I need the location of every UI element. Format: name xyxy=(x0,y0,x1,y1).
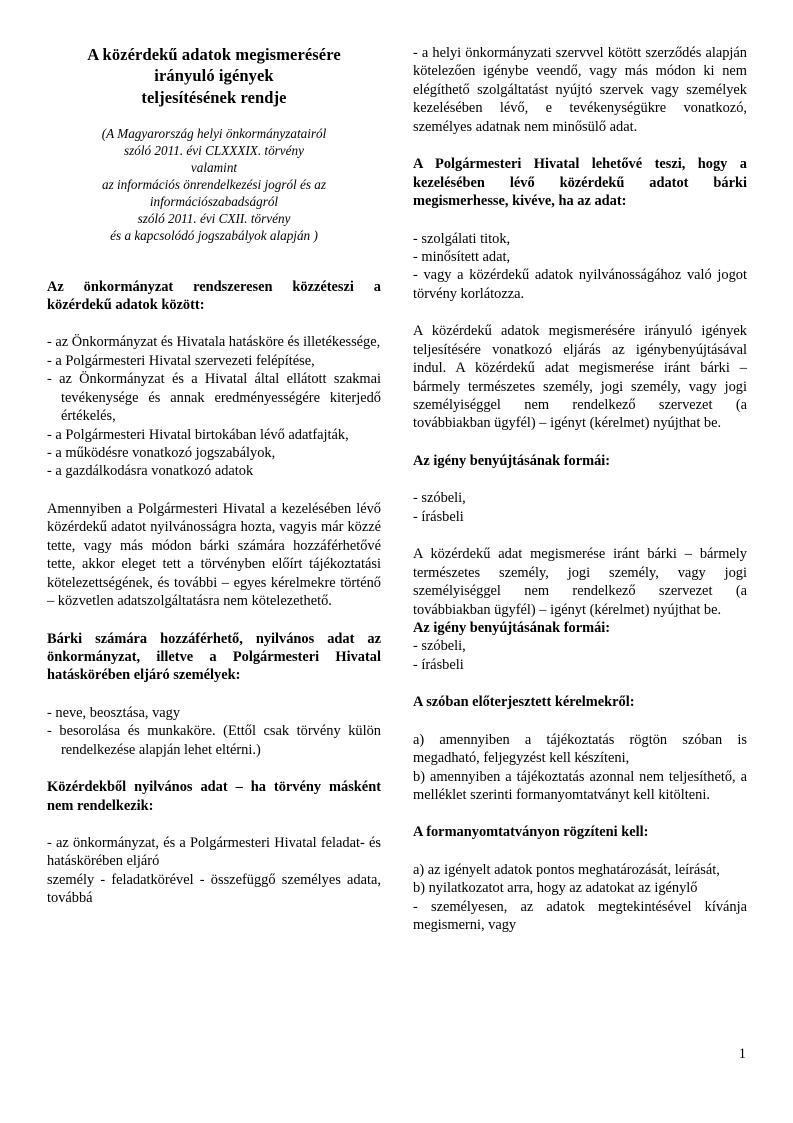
list-item: - vagy a közérdekű adatok nyilvánosságához való jogot törvény korlátozza. xyxy=(413,267,747,302)
subtitle-line-1: (A Magyarország helyi önkormányzatairól xyxy=(101,126,327,142)
list-item: b) amennyiben a tájékoztatás azonnal nem teljesíthető, a melléklet szerinti formanyomtatványt kell kitölteni. xyxy=(413,768,747,803)
list-item: - szolgálati titok, xyxy=(413,230,511,247)
list-item: - a működésre vonatkozó jogszabályok, xyxy=(47,445,276,462)
spacer xyxy=(413,526,747,545)
spacer xyxy=(47,759,381,778)
spacer xyxy=(413,303,747,322)
list-item: - a Polgármesteri Hivatal szervezeti felépítése, xyxy=(47,352,315,369)
spacer xyxy=(413,470,747,489)
two-column-layout xyxy=(47,44,747,935)
heading-enables-access: A Polgármesteri Hivatal lehetővé teszi, hogy a kezelésében lévő közérdekű adatot bárki megismerhesse, kivéve, ha az adat: xyxy=(413,156,747,210)
list-item: a) amennyiben a tájékoztatás rögtön szóban is megadható, feljegyzést kell készíteni, xyxy=(413,731,747,767)
spacer xyxy=(413,211,747,230)
heading-regularly-published: Az önkormányzat rendszeresen közzéteszi a közérdekű adatok között: xyxy=(47,278,381,313)
spacer xyxy=(47,611,381,630)
heading-form-record: A formanyomtatványon rögzíteni kell: xyxy=(413,824,649,841)
spacer xyxy=(47,481,381,500)
spacer xyxy=(413,136,747,155)
spacer xyxy=(413,712,747,731)
spacer xyxy=(413,804,747,823)
list-item: - az Önkormányzat és Hivatala hatásköre és illetékessége, xyxy=(47,334,381,351)
list-item: - besorolása és munkaköre. (Ettől csak törvény külön rendelkezése alapján lehet eltérni.) xyxy=(47,723,381,758)
document-title-line-3: teljesítésének rendje xyxy=(141,87,287,107)
spacer xyxy=(47,264,381,278)
heading-submission-forms-first: Az igény benyújtásának formái: xyxy=(413,452,611,469)
list-item: - írásbeli xyxy=(413,656,464,673)
list-item: - a Polgármesteri Hivatal birtokában lévő adatfajták, xyxy=(47,426,349,443)
spacer xyxy=(47,815,381,834)
left-column xyxy=(47,44,381,908)
subtitle-line-4: az információs önrendelkezési jogról és az xyxy=(101,176,327,192)
list-item-contract: - a helyi önkormányzati szervvel kötött szerződés alapján kötelezően igénybe veendő, vagy más módon ki nem elégíthető szolgáltatást nyújtó szervek vagy személyek kezelésében lévő, e tevékenységükre vonatkozó, személyes adatnak nem minősülő adat. xyxy=(413,45,747,135)
list-item: - az önkormányzat, és a Polgármesteri Hivatal feladat- és hatáskörében eljáró xyxy=(47,835,381,870)
heading-submission-forms-second: Az igény benyújtásának formái: xyxy=(413,619,611,636)
list-item: - szóbeli, xyxy=(413,490,466,507)
list-item: a) az igényelt adatok pontos meghatározását, leírását, xyxy=(413,861,720,878)
heading-public-interest-data: Közérdekből nyilvános adat – ha törvény másként nem rendelkezik: xyxy=(47,779,381,814)
document-title-line-1: A közérdekű adatok megismerésére xyxy=(87,45,341,64)
list-item: - neve, beosztása, vagy xyxy=(47,704,181,721)
right-column xyxy=(413,44,747,935)
paragraph-request-procedure: A közérdekű adatok megismerésére irányuló igények teljesítésére vonatkozó eljárás az igénybenyújtásával indul. A közérdekű adat megismerése iránt bárki – bármely természetes személy, jogi személy, vagy jogi személyiséggel nem rendelkező szervezet (a továbbiakban ügyfél) – igényt (kérelmet) nyújthat be. xyxy=(413,323,747,432)
subtitle-line-2: szóló 2011. évi CLXXXIX. törvény xyxy=(124,143,304,159)
list-item: - a gazdálkodásra vonatkozó adatok xyxy=(47,463,254,480)
spacer xyxy=(47,245,381,264)
spacer xyxy=(47,314,381,333)
spacer xyxy=(413,674,747,693)
subtitle-line-7: és a kapcsolódó jogszabályok alapján ) xyxy=(110,227,318,243)
spacer xyxy=(47,685,381,704)
page-number: 1 xyxy=(738,1045,746,1062)
list-item: - írásbeli xyxy=(413,508,464,525)
paragraph-request-procedure-repeat: A közérdekű adat megismerése iránt bárki – bármely természetes személy, jogi személy, vagy jogi személyiséggel nem rendelkező szervezet (a továbbiakban ügyfél) – igényt (kérelmet) nyújthat be. xyxy=(413,546,747,618)
list-item: személy - feladatkörével - összefüggő személyes adata, továbbá xyxy=(47,871,381,907)
document-title-line-2: irányuló igények xyxy=(154,66,274,86)
list-item: b) nyilatkozatot arra, hogy az adatokat az igénylő xyxy=(413,880,698,897)
heading-publicly-accessible-data: Bárki számára hozzáférhető, nyilvános adat az önkormányzat, illetve a Polgármesteri Hivatal hatáskörében eljáró személyek: xyxy=(47,630,381,684)
list-item: - szóbeli, xyxy=(413,638,466,655)
list-item: - személyesen, az adatok megtekintésével kívánja megismerni, vagy xyxy=(413,898,747,934)
list-item: - minősített adat, xyxy=(413,248,511,265)
spacer xyxy=(413,433,747,452)
document-subtitle xyxy=(47,126,381,244)
spacer xyxy=(413,842,747,861)
subtitle-line-6: szóló 2011. évi CXII. törvény xyxy=(137,210,291,226)
heading-oral-requests: A szóban előterjesztett kérelmekről: xyxy=(413,694,635,711)
paragraph-disclosure: Amennyiben a Polgármesteri Hivatal a kezelésében lévő közérdekű adatot nyilvánosságra hozta, vagyis már közzé tette, vagy más módon bárki számára hozzáférhetővé tette, akkor eleget tett a törvényben előírt tájékoztatási kötelezettségének, és további – egyes kérelmekre történő – közvetlen adatszolgáltatásra nem kötelezethető. xyxy=(47,500,381,610)
list-item: - az Önkormányzat és a Hivatal által ellátott szakmai tevékenysége és annak eredményességére kiterjedő értékelés, xyxy=(47,371,381,425)
subtitle-line-3: valamint xyxy=(190,160,238,176)
document-title xyxy=(47,44,381,108)
subtitle-line-5: információszabadságról xyxy=(149,193,279,209)
